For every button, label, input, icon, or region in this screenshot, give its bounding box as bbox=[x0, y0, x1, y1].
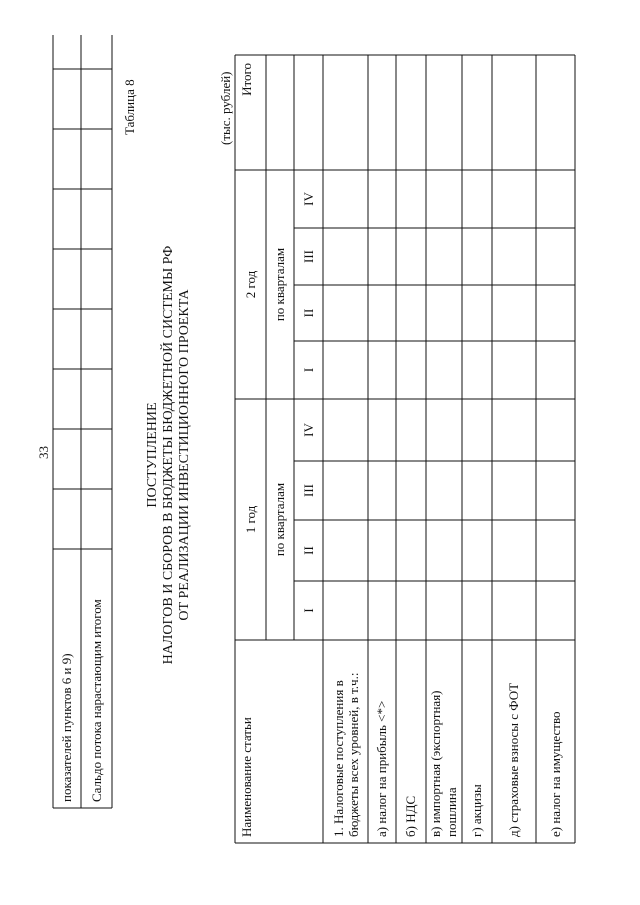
table-number: Таблица 8 bbox=[122, 79, 137, 135]
header-quarter-3-y1: III bbox=[300, 484, 316, 497]
header-item-name: Наименование статьи bbox=[239, 717, 254, 837]
header-quarter-1-y2: I bbox=[300, 367, 316, 373]
header-quarter-2-y2: II bbox=[300, 308, 316, 318]
table-row-label: а) налог на прибыль <*> bbox=[374, 700, 389, 837]
units-label: (тыс. рублей) bbox=[218, 71, 233, 145]
table-row-label: е) налог на имущество bbox=[547, 711, 563, 837]
table-row-label: в) импортная (экспортная) пошлина bbox=[428, 690, 459, 837]
page-number: 33 bbox=[36, 446, 51, 459]
header-quarter-2-y1: II bbox=[300, 546, 316, 555]
top-table-row-label: Сальдо потока нарастающим итогом bbox=[88, 599, 104, 802]
table-row-label: г) акцизы bbox=[469, 784, 484, 837]
header-quarter-4-y2: IV bbox=[300, 192, 316, 206]
header-total: Итого bbox=[239, 63, 254, 96]
top-table-row-label: показателей пунктов 6 и 9) bbox=[59, 653, 74, 802]
header-quarter-1-y1: I bbox=[300, 608, 316, 613]
header-by-quarters-2: по кварталам bbox=[272, 247, 287, 322]
header-by-quarters-1: по кварталам bbox=[272, 482, 287, 557]
title-line: ПОСТУПЛЕНИЕ bbox=[145, 402, 160, 508]
header-year-1: 1 год bbox=[242, 505, 258, 534]
header-year-2: 2 год bbox=[242, 270, 258, 299]
header-quarter-4-y1: IV bbox=[300, 423, 316, 437]
title-line: ОТ РЕАЛИЗАЦИИ ИНВЕСТИЦИОННОГО ПРОЕКТА bbox=[177, 289, 192, 621]
table-row-label: б) НДС bbox=[403, 795, 418, 837]
table-row-label: д) страховые взносы с ФОТ bbox=[506, 682, 521, 837]
title-line: НАЛОГОВ И СБОРОВ В БЮДЖЕТЫ БЮДЖЕТНОЙ СИСТЕМЫ РФ bbox=[161, 245, 176, 665]
table-row-label: 1. Налоговые поступления в бюджеты всех уровней, в т.ч.: bbox=[330, 672, 361, 837]
header-quarter-3-y2: III bbox=[300, 250, 316, 263]
document-title bbox=[145, 205, 193, 705]
